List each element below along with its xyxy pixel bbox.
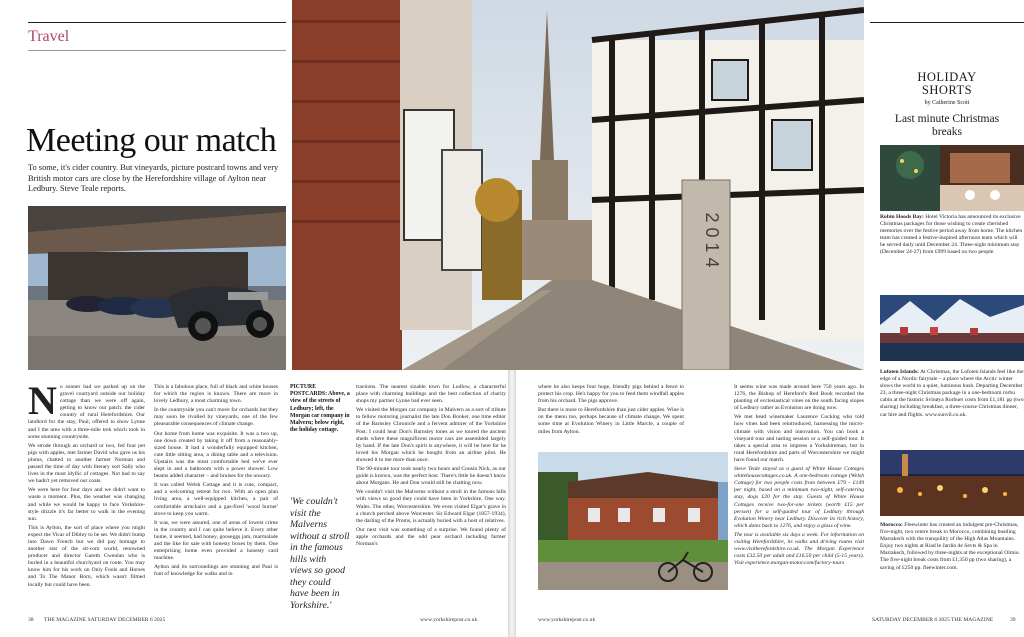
section-label: Travel xyxy=(28,28,70,45)
body-column-1 xyxy=(28,384,145,606)
section-rule xyxy=(28,50,286,51)
item3-lead: Morocco: xyxy=(880,522,903,528)
body-column-2 xyxy=(154,384,278,606)
standfirst: To some, it's cider country. But vineyards, picture postcard towns and very British motor cars are close by the Herefordshire village of Aylton near Ledbury. Steve Teale reports. xyxy=(28,163,279,193)
page-number-left: 38 xyxy=(28,617,34,623)
rcol2-para1: It seems wine was made around here 750 years ago. In 1276, the Bishop of Hereford's Red Book recorded the planting of ecclesiastical vines on the south facing slopes of Ledbury rather as Evolution are doing now. xyxy=(734,384,864,412)
rcol1-para1: where he also keeps four huge, friendly pigs behind a fence to protect his crop. He's happy for you to feed them windfall apples from his orchard. The pigs approve. xyxy=(538,384,684,405)
col2-para4: It was called Welsh Cottage and it is cute, compact, and a welcoming retreat for two. With an open plan living area, a well-equipped kitchen, a pair of comfortable armchairs and a gas-fired 'wood burner' stove to keep you warm. xyxy=(154,482,278,517)
lofoten-photo xyxy=(880,295,1024,361)
ledbury-street-photo xyxy=(292,0,864,370)
col1-para1: o sooner had we parked up on the gravel courtyard outside our holiday cottage than we were off again, getting to know our patch: the cider country of rural Herefordshire. Our landlord for the stay, Paul, offered to show Lynne and I the area with a three-mile trek which took in some stunning countryside. xyxy=(28,384,145,440)
sidebar-item-lofoten xyxy=(880,369,1024,419)
sidebar-subhead: Last minute Christmas breaks xyxy=(894,113,1000,138)
col2-para6: Aylton and its surroundings are stunning and Paul is font of knowledge for walks and in xyxy=(154,564,278,578)
page-number-right: 39 xyxy=(1010,617,1016,623)
sidebar-title-line2: SHORTS xyxy=(921,83,973,97)
pull-quote: 'We couldn't visit the Malverns without a stroll in the famous hills with views so good they could have been in Yorkshire.' xyxy=(290,496,350,611)
sidebar-title xyxy=(870,71,1024,97)
col4-para2: We visited the Morgan car company in Malvern as a sort of tribute to fellow motoring journalist the late Don Booker, one time editor of the Barnsley Chronicle and a fervent admirer of the Yorkshire Post. I could hear Don's Barnsley tones as we toured the ancient sheds where these magnificent motor cars are assembled largely by hand. If the late Don's spirit is anywhere, it will be here for he loved his Morgan which he bought from an airline pilot. He showed it to me more than once. xyxy=(356,407,506,463)
website-left: www.yorkshirepost.co.uk xyxy=(420,617,478,623)
rcol2-para3: Steve Teale stayed as a guest of White House Cottages whitehousecottages.co.uk. A one-bedroom cottage (Welsh Cottage) for two people costs from between £79 – £149 per night, based on a minimum two-night, self-catering stay, dogs £20 for the stay. Guests of White House Cottages receive two-for-one tickets (worth £15 per person) for a self-guided tour of Ledbury through Evolution Winery near Ledbury. Discover its rich history, which dates back to 1276, and enjoy a glass of wine. xyxy=(734,466,864,529)
col1-para3: We were here for four days and we didn't want to waste a moment. Plus, the weather was changing and while we would be happy to face Yorkshire-style drizzle it's far better to walk in the evening sun. xyxy=(28,487,145,522)
item1-lead: Robin Hoods Bay: xyxy=(880,214,924,220)
top-rule xyxy=(28,22,286,23)
col1-para2: We strode through an orchard or two, fed four pet pigs with apples, met farmer David who gave us his plums, chatted to another farmer Norman and passed the time of day with literary sort Sally who lives in the most idyllic of cottages. Not bad to say we hadn't yet removed our coats. xyxy=(28,442,145,485)
issue-date-left: THE MAGAZINE SATURDAY DECEMBER 6 2025 xyxy=(44,617,166,623)
col1-para4: This is Aylton, the sort of place where you might expect the Vicar of Dibley to be set. We didn't bump into Dawn French but we did pay homage to another star of the sit-com world, renowned producer and director Gareth Gwenlan who is buried in a beautiful churchyard on route. You may know him for his work on Only Fools and Horses and To The Manor Born, which wasn't filmed locally but could have been. xyxy=(28,524,145,588)
photo-caption: PICTURE POSTCARDS: Above, a view of the streets of Ledbury; left, the Morgan car company in Malvern; below right, the holiday cottage. xyxy=(290,384,350,434)
sidebar-byline: by Catherine Scott xyxy=(924,100,970,106)
col4-para5: Our next visit was something of a surprise. We found plenty of apple orchards and the odd pear orchard including farmer Norman's xyxy=(356,526,506,547)
col2-para3: Our home from home was exquisite. It was a two up, one down created by taking it off from a reasonably-sized house. It had a wonderfully equipped kitchen, cute little sitting area, a dining table and a television. Upstairs was the most comfortable bed we've ever slept in and a bathroom with a power shower. Low beams added character – and bruises for the unwary. xyxy=(154,430,278,480)
christmas-table-photo xyxy=(880,145,1024,211)
marrakech-photo xyxy=(880,450,1024,516)
headline: Meeting our match xyxy=(26,122,277,159)
item2-text: At Christmas, the Lofoten Islands feel like the edge of a Nordic fairytale – a place where the Arctic winter slows the world to a quiet, luminous hush. Departing December 23, a three-night Christmas package in a one-bedroom rorbu cabin at the historic Svinøya Rorbuer costs from £1,181 pp (two sharing) including breakfast, a three-course Christmas dinner, car hire and flights. www.sunvil.co.uk. xyxy=(880,369,1024,418)
sidebar-top-rule xyxy=(870,22,1024,23)
body-column-4 xyxy=(356,384,506,606)
sidebar-title-line1: HOLIDAY xyxy=(917,70,977,84)
col4-para1: tractions. The nearest sizable town for Ludlow, a characterful place with charming buildings and the best collection of charity shops my partner Lynne had ever seen. xyxy=(356,384,506,405)
item2-lead: Lofoten Islands: xyxy=(880,369,920,375)
rcol2-para4: The tour is available six days a week. For information on visiting Herefordshire, its walks and driving routes visit www.visitherefordshire.co.uk. The Morgan Experience costs £32.50 per adult and £16.50 per child (5-15 years). Visit experience.morgan-motor.com/factory-tours xyxy=(734,531,864,567)
holiday-cottage-photo xyxy=(538,452,728,590)
item1-text: Hotel Victoria has announced its exclusive Christmas packages for those wishing to create cherished memories over the festive period away from home. The kitchen team has created a festive-inspired afternoon team which will be served daily until December 24. Three-night minimum stay (December 24-27) from £999 based on two people. xyxy=(880,214,1023,256)
rcol1-para2: But there is more to Herefordshire than just cider apples. Wine is on the menu too, perhaps because of climate change. We spent some time at Evolution Winery in Little Marcle, a couple of miles from Aylton. xyxy=(538,407,684,435)
sidebar-item-robin-hoods-bay xyxy=(880,214,1024,257)
right-body-column-2 xyxy=(734,384,864,606)
morgan-cars-photo xyxy=(28,206,286,370)
drop-cap: N xyxy=(28,384,57,423)
col4-para4: We couldn't visit the Malverns without a stroll in the famous hills with views so good they could have been in Yorkshire. One way. Wales. The other, Worcestershire. We even visited Elgar's grave in a church perched above Worcester. Sir Edward Elgar (1857-1934), the darling of the Proms, is actually buried with a host of relatives. xyxy=(356,489,506,524)
col4-para3: The 90-minute tour took nearly two hours and Cousin Nick, as our guide is known, was the perfect host. There's little he doesn't know about Morgans. He and Don would still be chatting now. xyxy=(356,466,506,487)
item3-text: Fleewinter has created an indulgent pre-Christmas, five-night, two centre break to Morocco, combining bustling Marrakech with the tranquility of the High Atlas Mountains. Enjoy two nights at Riad le Jardin de Sevts & Spa in Marrakech, followed by three-nights at the exceptional Olmio. The five-night break costs from £1,350 pp (two sharing), a saving of £250 pp. fleewinter.com. xyxy=(880,522,1020,571)
col2-para1: This is a fabulous place, full of black and white houses for which the region is known. There are more in lovely Ledbury, a most charming town. xyxy=(154,384,278,405)
sidebar-item-morocco xyxy=(880,522,1024,572)
col2-para5: It was, we were assured, one of areas of lowest crime in the country and I can quite believe it. Every other home, it seemed, had honey, gooseggs jam, marmalade and the like for sale with honesty boxes by them. One enterprising home even provided a honesty card machine. xyxy=(154,519,278,562)
website-right: www.yorkshirepost.co.uk xyxy=(538,617,596,623)
post-number: 2 0 1 4 xyxy=(702,212,722,268)
issue-date-right: SATURDAY DECEMBER 6 2025 THE MAGAZINE xyxy=(872,617,994,623)
col2-para2: In the countryside you can't move for orchards but they may soon be rivalled by vineyards, one of the few pleasurable consequences of climate change. xyxy=(154,407,278,428)
rcol2-para2: We met head winemaker Laurence Cocking who told how vines had been reintroduced, harnessing the micro-climate with vision and innovation. You can book a vineyard tour and tasting session or a self-guided tour. It takes a special area to impress a Yorkshireman, but in rural Herefordshire and parts of Worcestershire we might have found our match. xyxy=(734,414,864,463)
right-body-column-1 xyxy=(538,384,684,450)
